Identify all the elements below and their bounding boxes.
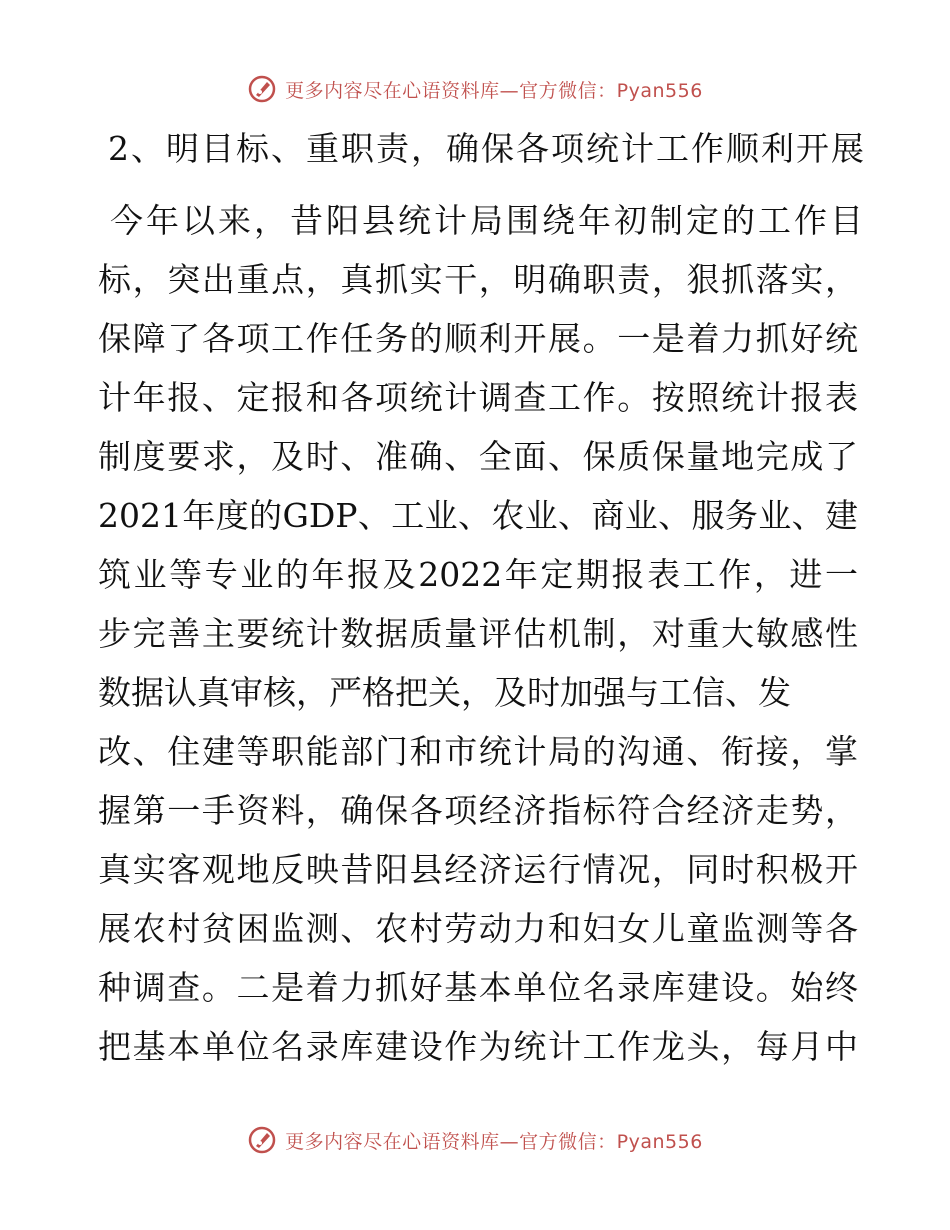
watermark-text: 更多内容尽在心语资料库—官方微信：Pyan556 bbox=[285, 1130, 703, 1153]
text-line: 计年报、定报和各项统计调查工作。按照统计报表 bbox=[98, 378, 858, 417]
pen-logo-icon bbox=[247, 1125, 277, 1155]
text-line: 步完善主要统计数据质量评估机制，对重大敏感性 bbox=[98, 614, 858, 653]
header-watermark bbox=[0, 74, 950, 104]
text-line: 2021年度的GDP、工业、农业、商业、服务业、建 bbox=[98, 496, 858, 535]
section-heading: 2、明目标、重职责，确保各项统计工作顺利开展 bbox=[108, 129, 866, 168]
text-line: 筑业等专业的年报及2022年定期报表工作，进一 bbox=[98, 555, 858, 594]
text-line: 改、住建等职能部门和市统计局的沟通、衔接，掌 bbox=[98, 732, 858, 771]
pen-logo-icon bbox=[247, 74, 277, 104]
text-line: 种调查。二是着力抓好基本单位名录库建设。始终 bbox=[98, 968, 858, 1007]
text-line: 展农村贫困监测、农村劳动力和妇女儿童监测等各 bbox=[98, 909, 858, 948]
text-line: 保障了各项工作任务的顺利开展。一是着力抓好统 bbox=[98, 319, 858, 358]
body-paragraph bbox=[98, 199, 866, 1084]
text-line: 数据认真审核，严格把关，及时加强与工信、发 bbox=[98, 673, 791, 712]
text-line: 握第一手资料，确保各项经济指标符合经济走势， bbox=[98, 791, 858, 830]
text-line: 标，突出重点，真抓实干，明确职责，狠抓落实， bbox=[98, 260, 858, 299]
text-line: 今年以来，昔阳县统计局围绕年初制定的工作目 bbox=[110, 201, 866, 240]
watermark-text: 更多内容尽在心语资料库—官方微信：Pyan556 bbox=[285, 79, 703, 102]
text-line: 制度要求，及时、准确、全面、保质保量地完成了 bbox=[98, 437, 858, 476]
footer-watermark bbox=[0, 1125, 950, 1155]
text-line: 把基本单位名录库建设作为统计工作龙头，每月中 bbox=[98, 1027, 858, 1066]
text-line: 真实客观地反映昔阳县经济运行情况，同时积极开 bbox=[98, 850, 858, 889]
